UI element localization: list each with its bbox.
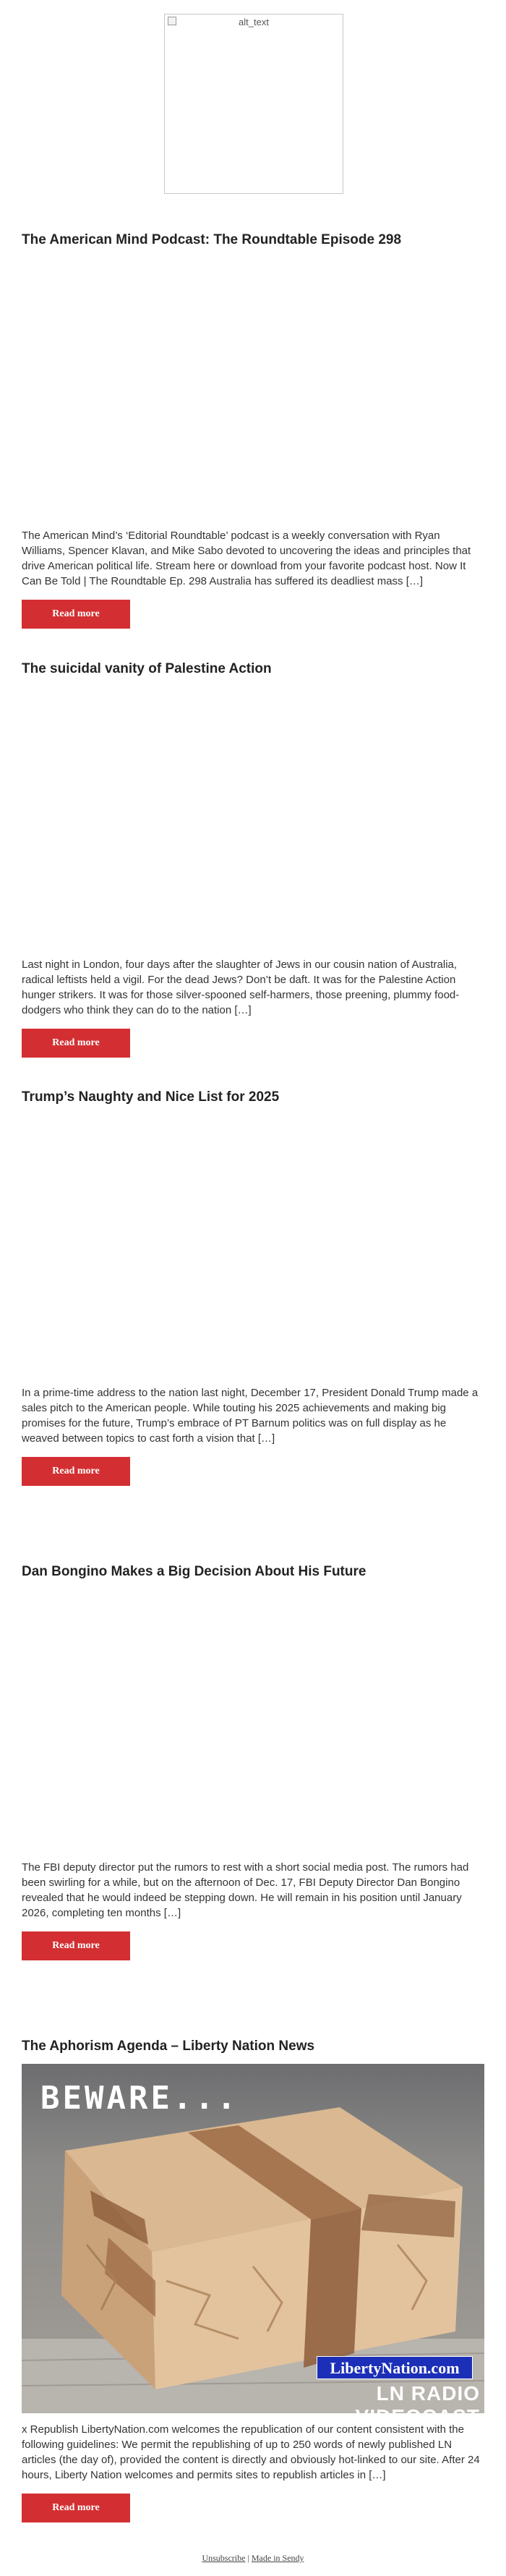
read-more-button[interactable]: Read more [22, 2494, 130, 2522]
article-excerpt: The American Mind’s ‘Editorial Roundtable’ podcast is a weekly conversation with Ryan Williams, Spencer Klavan, and Mike Sabo devoted to uncovering the ideas and principles that drive American political life. Stream here or download from your favorite podcast host. Now It Can Be Told | The Roundtable Ep. 298 Australia has suffered its deadliest mass […] [22, 530, 471, 587]
article-excerpt: In a prime-time address to the nation last night, December 17, President Donald Trump made a sales pitch to the American people. While touting his 2025 achievements and making big promises for the future, Trump’s embrace of PT Barnum politics was on full display as he weaved between topics to cast forth a vision that […] [22, 1387, 479, 1445]
article-card [22, 1089, 484, 1486]
article-excerpt: x Republish LibertyNation.com welcomes the republication of our content consistent with the following guidelines: We permit the republishing of up to 250 words of newly published LN articles (the day of), provided the content is directly and obviously hot-linked to our site. After 24 hours, Liberty Nation welcomes and permits sites to republish articles in […] [22, 2423, 480, 2481]
article-featured-image[interactable] [22, 2064, 484, 2428]
read-more-button[interactable]: Read more [22, 1457, 130, 1486]
read-more-button[interactable]: Read more [22, 1931, 130, 1960]
article-title[interactable]: The Aphorism Agenda – Liberty Nation News [22, 2039, 315, 2054]
article-title[interactable]: Dan Bongino Makes a Big Decision About His Future [22, 1564, 366, 1579]
article-card [22, 1563, 484, 1960]
made-with-link[interactable]: Made in Sendy [251, 2553, 304, 2563]
footer [0, 2553, 506, 2564]
footer-separator: | [247, 2553, 249, 2563]
image-caption: LN RADIO VIDEOCAST [355, 2382, 480, 2428]
article-card [22, 660, 484, 1058]
article-card [22, 231, 484, 629]
article-media-placeholder [22, 1106, 484, 1385]
article-media-placeholder [22, 249, 484, 528]
article-title[interactable]: The suicidal vanity of Palestine Action [22, 661, 272, 676]
article-card [22, 2038, 484, 2522]
read-more-button[interactable]: Read more [22, 1029, 130, 1058]
liberty-nation-badge: LibertyNation.com [317, 2356, 473, 2379]
logo-alt-text: alt_text [239, 17, 269, 27]
article-title[interactable]: Trump’s Naughty and Nice List for 2025 [22, 1089, 280, 1105]
article-media-placeholder [22, 1581, 484, 1860]
article-excerpt: The FBI deputy director put the rumors to rest with a short social media post. The rumors had been swirling for a while, but on the afternoon of Dec. 17, FBI Deputy Director Dan Bongino revealed that he would indeed be stepping down. He will remain in his position until January 2026, completing ten months […] [22, 1861, 469, 1919]
image-headline: BEWARE... [40, 2080, 239, 2117]
article-excerpt: Last night in London, four days after the slaughter of Jews in our cousin nation of Australia, radical leftists held a vigil. For the dead Jews? Don’t be daft. It was for the Palestine Action hunger strikers. It was for those silver-spooned self-harmers, those preening, plummy food-dodgers who think they can do to the nation […] [22, 958, 460, 1016]
header-logo-image [164, 14, 343, 194]
unsubscribe-link[interactable]: Unsubscribe [202, 2553, 246, 2563]
article-media-placeholder [22, 678, 484, 957]
article-title[interactable]: The American Mind Podcast: The Roundtable Episode 298 [22, 232, 402, 247]
read-more-button[interactable]: Read more [22, 600, 130, 629]
